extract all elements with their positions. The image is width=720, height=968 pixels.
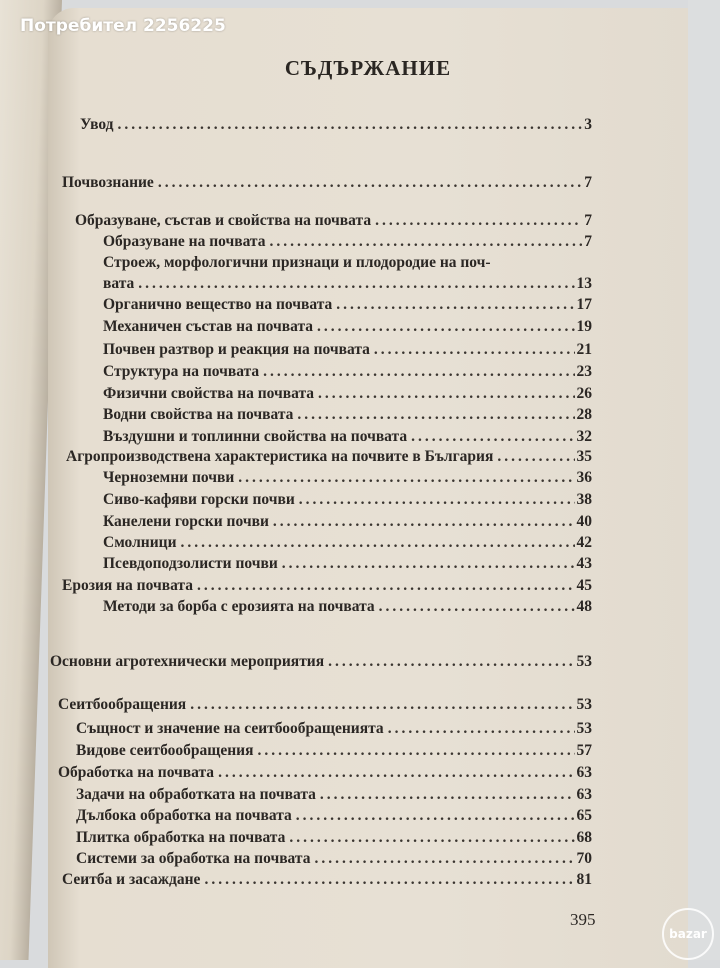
toc-entry-text: Образуване на почвата — [103, 233, 266, 250]
toc-entry — [50, 653, 592, 671]
toc-page-number: 26 — [576, 385, 592, 402]
toc-page-number: 32 — [576, 428, 592, 445]
toc-page-number: 36 — [576, 469, 592, 486]
dot-leader — [318, 385, 574, 403]
toc-page-number: 7 — [584, 212, 592, 229]
toc-page-number: 53 — [576, 653, 592, 670]
toc-page-number: 57 — [576, 742, 592, 759]
dot-leader — [238, 469, 574, 487]
dot-leader — [317, 318, 574, 336]
toc-entry — [103, 555, 592, 573]
dot-leader — [375, 212, 582, 230]
dot-leader — [257, 742, 574, 760]
bazar-logo: bazar — [662, 908, 714, 960]
toc-entry-text: Канелени горски почви — [103, 513, 269, 530]
toc-entry — [62, 174, 592, 192]
dot-leader — [299, 491, 575, 509]
toc-entry — [103, 318, 592, 336]
dot-leader — [328, 653, 574, 671]
toc-page-number: 19 — [576, 318, 592, 335]
background — [688, 0, 720, 960]
toc-entry — [103, 598, 592, 616]
toc-page-number: 13 — [576, 275, 592, 292]
toc-entry — [58, 696, 592, 714]
toc-entry-text: Въздушни и топлинни свойства на почвата — [103, 428, 408, 445]
dot-leader — [289, 829, 574, 847]
toc-entry-text: Почвознание — [62, 174, 154, 191]
toc-entry — [103, 534, 592, 552]
toc-page-number: 35 — [576, 448, 592, 465]
toc-page-number: 65 — [576, 807, 592, 824]
dot-leader — [158, 174, 582, 192]
dot-leader — [497, 448, 574, 466]
dot-leader — [411, 428, 574, 446]
toc-page-number: 53 — [576, 696, 592, 713]
toc-entry-text: Основни агротехнически мероприятия — [50, 653, 325, 670]
toc-entry-text: Черноземни почви — [103, 469, 235, 486]
toc-page-number: 17 — [576, 296, 592, 313]
toc-page-number: 48 — [576, 598, 592, 615]
toc-entry-text: Механичен състав на почвата — [103, 318, 314, 335]
dot-leader — [190, 696, 574, 714]
toc-page-number: 63 — [576, 764, 592, 781]
toc-page-number: 45 — [576, 577, 592, 594]
toc-entry-text: Дълбока обработка на почвата — [76, 807, 292, 824]
toc-page-number: 7 — [584, 233, 592, 250]
toc-page-number: 68 — [576, 829, 592, 846]
toc-entry — [80, 116, 592, 134]
toc-entry-text: Видове сеитбообращения — [76, 742, 254, 759]
dot-leader — [263, 363, 574, 381]
toc-entry-text: Плитка обработка на почвата — [76, 829, 286, 846]
toc-page-number: 38 — [576, 491, 592, 508]
toc-entry — [58, 764, 592, 782]
book-page — [48, 8, 688, 968]
toc-page-number: 53 — [576, 720, 592, 737]
toc-entry — [103, 491, 592, 509]
dot-leader — [118, 116, 583, 134]
dot-leader — [181, 534, 575, 552]
toc-entry-text: Обработка на почвата — [58, 764, 215, 781]
toc-entry-text: Системи за обработка на почвата — [76, 850, 311, 867]
toc-entry-text: Почвен разтвор и реакция на почвата — [103, 341, 370, 358]
toc-entry-text: Сеитбообращения — [58, 696, 187, 713]
toc-entry-text: Образуване, състав и свойства на почвата — [75, 212, 372, 229]
page-number: 395 — [570, 910, 596, 929]
dot-leader — [197, 577, 575, 595]
toc-page-number: 81 — [576, 871, 592, 888]
toc-entry — [76, 850, 592, 868]
toc-entry-text: Ерозия на почвата — [62, 577, 193, 594]
toc-page-number: 42 — [576, 534, 592, 551]
toc-entry-text: Увод — [80, 116, 114, 133]
toc-entry — [103, 275, 592, 293]
toc-entry — [76, 720, 592, 738]
toc-page-number: 40 — [576, 513, 592, 530]
toc-entry-text: вата — [103, 275, 135, 292]
dot-leader — [296, 807, 575, 825]
toc-entry-text: Задачи на обработката на почвата — [76, 786, 316, 803]
toc-entry-text: Сеитба и засаждане — [62, 871, 201, 888]
dot-leader — [320, 786, 575, 804]
toc-entry — [103, 363, 592, 381]
toc-entry — [103, 296, 592, 314]
dot-leader — [297, 406, 574, 424]
dot-leader — [379, 598, 575, 616]
dot-leader — [388, 720, 575, 738]
toc-entry — [75, 212, 592, 230]
dot-leader — [314, 850, 574, 868]
dot-leader — [273, 513, 575, 531]
toc-entry — [103, 406, 592, 424]
toc-entry-text: Органично вещество на почвата — [103, 296, 333, 313]
toc-page-number: 43 — [576, 555, 592, 572]
toc-entry — [103, 233, 592, 251]
toc-entry-text: Агропроизводствена характеристика на почвите в България — [66, 448, 494, 465]
toc-entry-text: Строеж, морфологични признаци и плодородие на поч- — [103, 254, 491, 271]
toc-entry — [76, 807, 592, 825]
toc-entry-text: Методи за борба с ерозията на почвата — [103, 598, 375, 615]
toc-entry-text: Водни свойства на почвата — [103, 406, 294, 423]
toc-page-number: 63 — [576, 786, 592, 803]
toc-page-number: 23 — [576, 363, 592, 380]
toc-entry — [76, 829, 592, 847]
toc-entry — [76, 742, 592, 760]
toc-entry-text: Същност и значение на сеитбообращенията — [76, 720, 384, 737]
dot-leader — [138, 275, 574, 293]
toc-entry — [103, 513, 592, 531]
toc-entry — [103, 341, 592, 359]
dot-leader — [374, 341, 575, 359]
page-title: СЪДЪРЖАНИЕ — [284, 56, 452, 80]
dot-leader — [336, 296, 574, 314]
toc-entry-text: Смолници — [103, 534, 177, 551]
toc-entry-text: Структура на почвата — [103, 363, 260, 380]
toc-page-number: 21 — [576, 341, 592, 358]
dot-leader — [218, 764, 574, 782]
toc-entry-text: Физични свойства на почвата — [103, 385, 315, 402]
toc-entry — [62, 871, 592, 889]
toc-page-number: 28 — [576, 406, 592, 423]
toc-entry-text: Сиво-кафяви горски почви — [103, 491, 295, 508]
dot-leader — [270, 233, 583, 251]
toc-entry — [103, 469, 592, 487]
dot-leader — [204, 871, 574, 889]
dot-leader — [282, 555, 575, 573]
toc-entry — [76, 786, 592, 804]
toc-page-number: 7 — [584, 174, 592, 191]
toc-entry — [103, 385, 592, 403]
toc-entry — [103, 428, 592, 446]
toc-entry-text: Псевдоподзолисти почви — [103, 555, 278, 572]
toc-entry — [62, 577, 592, 595]
watermark: Потребител 2256225 — [20, 16, 226, 36]
toc-page-number: 70 — [576, 850, 592, 867]
toc-page-number: 3 — [584, 116, 592, 133]
toc-entry — [66, 448, 592, 466]
